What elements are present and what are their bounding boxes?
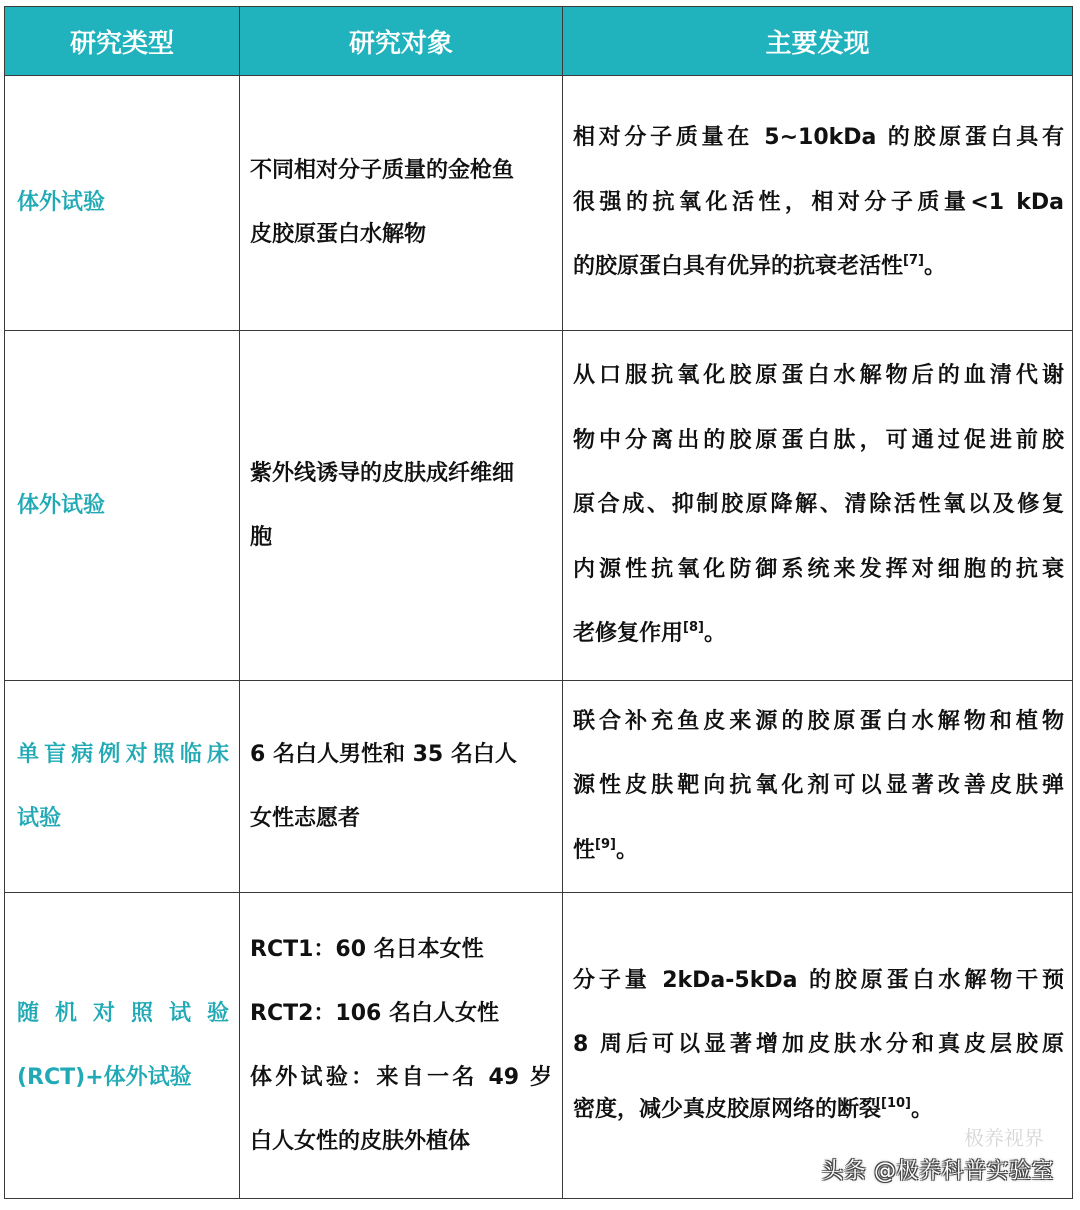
study-type-cell xyxy=(5,893,240,1199)
finding-cell xyxy=(563,893,1073,1199)
table-row xyxy=(5,681,1073,893)
study-type-line: 体外试验 xyxy=(17,190,106,215)
finding-line: 源性皮肤靶向抗氧化剂可以显著改善皮肤弹 xyxy=(573,773,1064,799)
finding-tail: 。 xyxy=(703,621,726,647)
study-subject-line: 女性志愿者 xyxy=(250,805,361,831)
header-study-subject: 研究对象 xyxy=(240,7,563,76)
study-subject-line: RCT2：106 名白人女性 xyxy=(250,1000,499,1026)
citation-ref: [10] xyxy=(881,1095,911,1111)
citation-ref: [8] xyxy=(683,620,704,636)
study-type-cell xyxy=(5,331,240,681)
finding-tail: 。 xyxy=(923,254,946,280)
study-type-line: 试验 xyxy=(17,805,62,831)
study-subject-line: 不同相对分子质量的金枪鱼 xyxy=(250,158,515,183)
table-row xyxy=(5,76,1073,331)
study-type-line: 随机对照试验 xyxy=(17,1000,229,1026)
study-type-cell xyxy=(5,681,240,893)
finding-cell xyxy=(563,331,1073,681)
study-subject-cell xyxy=(240,893,563,1199)
finding-tail: 。 xyxy=(911,1096,934,1122)
study-subject-line: 6 名白人男性和 35 名白人 xyxy=(250,741,517,767)
table-row xyxy=(5,893,1073,1199)
finding-line: 8 周后可以显著增加皮肤水分和真皮层胶原 xyxy=(573,1032,1064,1058)
study-type-line: (RCT)+体外试验 xyxy=(17,1064,192,1090)
finding-last-line xyxy=(573,819,1064,884)
study-type-line: 单盲病例对照临床 xyxy=(17,741,229,767)
research-table xyxy=(4,6,1073,1199)
finding-line: 内源性抗氧化防御系统来发挥对细胞的抗衰 xyxy=(573,556,1064,582)
table-header-row xyxy=(5,7,1073,76)
finding-line: 联合补充鱼皮来源的胶原蛋白水解物和植物 xyxy=(573,708,1064,734)
study-subject-cell xyxy=(240,76,563,331)
table-row xyxy=(5,331,1073,681)
finding-line: 从口服抗氧化胶原蛋白水解物后的血清代谢 xyxy=(573,363,1064,389)
study-subject-line: RCT1：60 名日本女性 xyxy=(250,936,484,962)
study-subject-line: 白人女性的皮肤外植体 xyxy=(250,1128,471,1154)
header-main-findings: 主要发现 xyxy=(563,7,1073,76)
citation-ref: [7] xyxy=(903,253,924,269)
finding-cell xyxy=(563,681,1073,893)
finding-text: 的胶原蛋白具有优异的抗衰老活性 xyxy=(573,254,904,280)
finding-line: 相对分子质量在 5~10kDa 的胶原蛋白具有 xyxy=(573,125,1064,151)
finding-line: 物中分离出的胶原蛋白肽，可通过促进前胶 xyxy=(573,427,1064,453)
finding-tail: 。 xyxy=(615,837,638,863)
study-subject-cell xyxy=(240,681,563,893)
finding-text: 老修复作用 xyxy=(573,621,684,647)
faint-watermark: 极养视界 xyxy=(964,1126,1044,1150)
finding-line: 分子量 2kDa-5kDa 的胶原蛋白水解物干预 xyxy=(573,967,1064,993)
finding-last-line xyxy=(573,235,1064,300)
study-subject-line: 皮胶原蛋白水解物 xyxy=(250,222,427,247)
finding-line: 原合成、抑制胶原降解、清除活性氧以及修复 xyxy=(573,492,1064,518)
study-type-line: 体外试验 xyxy=(17,492,106,518)
finding-line: 很强的抗氧化活性，相对分子质量<1 kDa xyxy=(573,189,1064,215)
watermark: 头条 @极养科普实验室 xyxy=(821,1159,1054,1184)
study-subject-line: 胞 xyxy=(250,524,273,550)
citation-ref: [9] xyxy=(595,836,616,852)
study-subject-line: 体外试验：来自一名 49 岁 xyxy=(250,1064,552,1090)
study-subject-line: 紫外线诱导的皮肤成纤维细 xyxy=(250,460,515,486)
header-study-type: 研究类型 xyxy=(5,7,240,76)
study-type-cell xyxy=(5,76,240,331)
finding-text: 性 xyxy=(573,837,596,863)
finding-text: 密度，减少真皮胶原网络的断裂 xyxy=(573,1096,882,1122)
study-subject-cell xyxy=(240,331,563,681)
finding-last-line xyxy=(573,602,1064,667)
finding-cell xyxy=(563,76,1073,331)
